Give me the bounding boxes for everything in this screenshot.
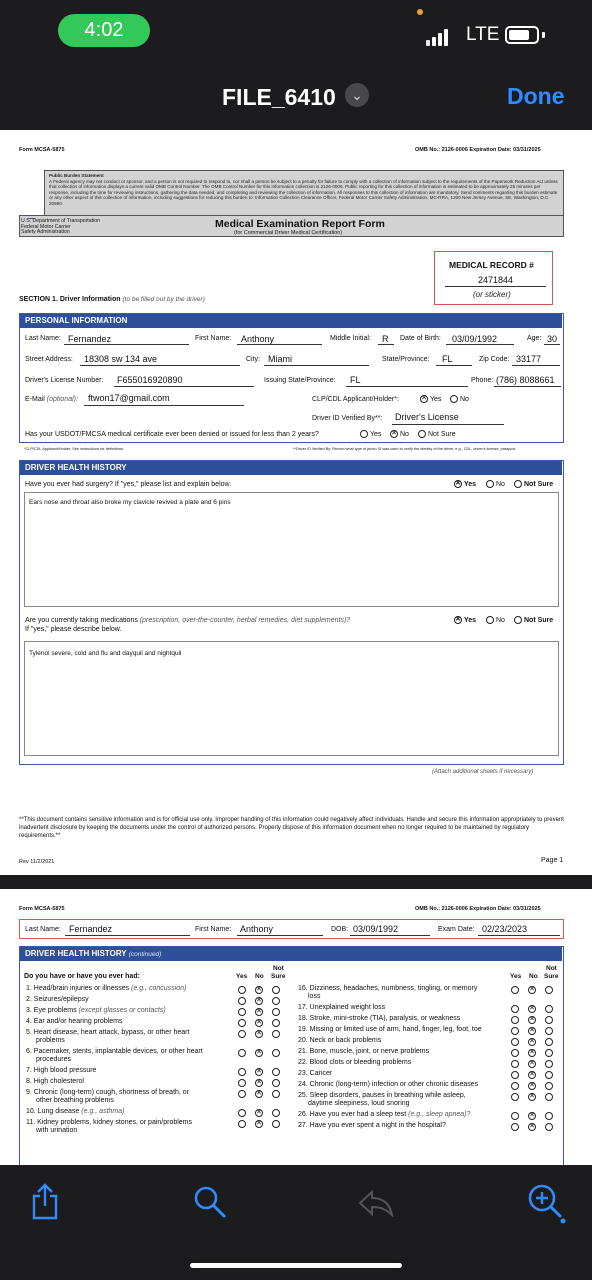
reply-icon[interactable] [358, 1189, 394, 1217]
zip-label: Zip Code: [479, 356, 510, 363]
burden-text: A Federal agency may not conduct or sponsor, and a person is not required to respond to, nor shall a person be subject to a penalty for failure to comply with a collection of information subject to the requirements of the Paperwork Reduction Act unless that collection of information displays a current valid OMB Control Number. The OMB Control Number for this information collection is 2126-0006. Public reporting for this collection of information is estimated to be approximately 25 minutes per response, including the time for reviewing instructions, gathering the data needed, and completing and reviewing the collection of information. All responses to this collection of information are mandatory. Send comments regarding this burden estimate or any other aspect of this collection of information, including suggestions for reducing this burden to: Information Collection Clearance Officer, Federal Motor Carrier Safety Administration, MC-RRA, 1200 New Jersey Avenue, SE, Washington, D.C. 20590. [49, 178, 558, 206]
answer-yes-radio[interactable] [511, 1060, 519, 1068]
answer-not-sure-radio[interactable] [545, 986, 553, 994]
usdot-no-radio[interactable]: ✕ No [391, 430, 409, 438]
city-field[interactable]: Miami [268, 354, 292, 364]
chevron-down-icon[interactable]: ⌄ [345, 83, 369, 107]
health-question [26, 1067, 96, 1074]
done-button[interactable]: Done [507, 83, 565, 109]
nav-bar [0, 64, 592, 130]
answer-no-radio[interactable]: ✕ [256, 1008, 262, 1015]
health-question [298, 1122, 446, 1129]
answer-no-radio[interactable]: ✕ [529, 1060, 535, 1067]
col-no-right: No [529, 973, 538, 980]
health-question [298, 1059, 411, 1066]
answer-no-radio[interactable]: ✕ [529, 1071, 535, 1078]
form-title-bar [19, 215, 564, 237]
middle-initial-field[interactable]: R [382, 334, 389, 344]
answer-not-sure-radio[interactable] [272, 1019, 280, 1027]
footnote-right: **Driver ID Verified By: Record what type of photo ID was used to verify the identity of the driver, e.g., CDL, driver's license, passport. [293, 447, 517, 451]
medications-answer: Tylenol severe, cold and flu and dayquil and nightquil [29, 650, 182, 657]
answer-not-sure-radio[interactable] [272, 1090, 280, 1098]
page-number: Page 1 [541, 857, 564, 864]
medications-question: Are you currently taking medications (prescription, over-the-counter, herbal remedies, diet supplements)? [25, 617, 351, 624]
answer-not-sure-radio[interactable] [272, 1109, 280, 1117]
p2-first-name-field[interactable]: Anthony [240, 924, 274, 934]
dob-label: Date of Birth: [400, 335, 441, 342]
health-question [298, 1081, 478, 1088]
answer-yes-radio[interactable] [238, 1019, 246, 1027]
col-not-right: Not [546, 965, 557, 972]
first-name-field[interactable]: Anthony [241, 334, 275, 344]
burden-title: Public Burden Statement [49, 173, 104, 178]
answer-yes-radio[interactable] [511, 1016, 519, 1024]
health-question-text: 26. Have you ever had a sleep test [298, 1111, 407, 1118]
health-question-note: (e.g., asthma) [79, 1108, 125, 1115]
answer-no-radio[interactable]: ✕ [256, 1068, 262, 1075]
issuing-state-field[interactable]: FL [350, 375, 361, 385]
health-question [26, 1089, 189, 1096]
network-label: LTE [466, 24, 500, 45]
usdot-yes-radio[interactable]: Yes [360, 430, 381, 438]
surgery-textarea[interactable] [24, 492, 559, 607]
document-page-1[interactable] [0, 130, 592, 875]
answer-not-sure-radio[interactable] [272, 1008, 280, 1016]
zip-field[interactable]: 33177 [516, 354, 542, 364]
health-question-text: 17. Unexplained weight loss [298, 1004, 386, 1011]
health-question-text: 7. High blood pressure [26, 1067, 97, 1074]
answer-yes-radio[interactable] [511, 986, 519, 994]
omb-number: OMB No.: 2126-0006 Expiration Date: 03/31/2025 [415, 147, 541, 153]
answer-yes-radio[interactable] [511, 1112, 519, 1120]
privacy-indicator-dot [417, 9, 423, 15]
answer-not-sure-radio[interactable] [545, 1112, 553, 1120]
answer-no-radio[interactable]: ✕ [529, 1038, 535, 1045]
col-not: Not [273, 965, 284, 972]
battery-icon [505, 26, 539, 44]
answer-not-sure-radio[interactable] [272, 997, 280, 1005]
health-question [298, 1092, 466, 1099]
issuing-state-label: Issuing State/Province: [264, 377, 336, 384]
answer-yes-radio[interactable] [511, 1071, 519, 1079]
health-question [298, 1037, 381, 1044]
answer-no-radio[interactable]: ✕ [256, 986, 262, 993]
street-field[interactable]: 18308 sw 134 ave [84, 354, 158, 364]
answer-no-radio[interactable]: ✕ [256, 1090, 262, 1097]
answer-no-radio[interactable]: ✕ [256, 1049, 262, 1056]
answer-not-sure-radio[interactable] [545, 1123, 553, 1131]
health-question-text: 6. Pacemaker, stents, implantable devices, or other heart [26, 1048, 203, 1055]
health-question [26, 1018, 123, 1025]
answer-yes-radio[interactable] [238, 1120, 246, 1128]
col-sure-right: Sure [544, 973, 559, 980]
health-question-note: (e.g., concussion) [129, 985, 187, 992]
answer-not-sure-radio[interactable] [545, 1027, 553, 1035]
health-question-text: 27. Have you ever spent a night in the hospital? [298, 1122, 446, 1129]
footnote-left: *CLP/CDL Applicant/Holder: See instructions for definitions. [24, 447, 124, 451]
status-time: 4:02 [58, 14, 150, 47]
usdot-question: Has your USDOT/FMCSA medical certificate ever been denied or issued for less than 2 years? [25, 431, 319, 438]
answer-no-radio[interactable]: ✕ [529, 1112, 535, 1119]
answer-no-radio[interactable]: ✕ [529, 1093, 535, 1100]
col-sure: Sure [271, 973, 286, 980]
surgery-no-radio[interactable]: No [486, 480, 505, 488]
health-question-text: 10. Lung disease [26, 1108, 80, 1115]
answer-not-sure-radio[interactable] [545, 1016, 553, 1024]
health-question-continued: procedures [36, 1056, 72, 1063]
answer-yes-radio[interactable] [238, 1109, 246, 1117]
health-question [26, 1029, 189, 1036]
revision: Rev 11/2/2021 [19, 859, 55, 865]
dot-line-2: Federal Motor Carrier [21, 223, 71, 230]
license-field[interactable]: F655016920890 [117, 375, 183, 385]
answer-yes-radio[interactable] [511, 1049, 519, 1057]
answer-not-sure-radio[interactable] [272, 1068, 280, 1076]
answer-no-radio[interactable]: ✕ [529, 1005, 535, 1012]
health-question [26, 1007, 166, 1014]
answer-not-sure-radio[interactable] [545, 1082, 553, 1090]
answer-no-radio[interactable]: ✕ [256, 1120, 262, 1127]
answer-not-sure-radio[interactable] [545, 1060, 553, 1068]
answer-yes-radio[interactable] [238, 1008, 246, 1016]
license-label: Driver's License Number: [25, 377, 104, 384]
verified-by-label: Driver ID Verified By**: [312, 415, 383, 422]
status-bar [0, 0, 592, 64]
state-label: State/Province: [382, 356, 430, 363]
answer-yes-radio[interactable] [511, 1027, 519, 1035]
answer-not-sure-radio[interactable] [272, 1120, 280, 1128]
dot-line-3: Safety Administration [21, 229, 70, 235]
answer-not-sure-radio[interactable] [272, 1030, 280, 1038]
clp-label: CLP/CDL Applicant/Holder*: [312, 396, 399, 403]
phone-field[interactable]: (786) 8088661 [496, 375, 555, 385]
dot-line-1: U.S. Department of Transportation [21, 218, 101, 224]
first-name-label: First Name: [195, 335, 232, 342]
health-question [26, 1108, 124, 1115]
city-label: City: [246, 356, 260, 363]
email-field[interactable]: ftwon17@gmail.com [88, 393, 170, 403]
form-id-2: Form MCSA-5875 [19, 906, 65, 912]
medications-textarea[interactable] [24, 641, 559, 756]
meds-yes-radio[interactable]: ✕ Yes [455, 616, 477, 624]
answer-yes-radio[interactable] [238, 986, 246, 994]
answer-yes-radio[interactable] [238, 1079, 246, 1087]
answer-not-sure-radio[interactable] [545, 1038, 553, 1046]
answer-yes-radio[interactable] [511, 1082, 519, 1090]
p2-health-history-section [19, 946, 564, 1165]
p2-health-header: DRIVER HEALTH HISTORY (continued) [20, 947, 562, 961]
form-subtitle: (for Commercial Driver Medical Certification) [234, 230, 343, 236]
driver-health-history-section [19, 460, 564, 765]
health-question-text: 20. Neck or back problems [298, 1037, 382, 1044]
sensitive-note: **This document contains sensitive information and is for official use only. Improper handling of this information could negatively affect individuals. Handle and secure this information appropriately to prevent inadvertent disclosure by keeping the documents under the control of authorized persons. Properly dispose of this information document when no longer required to be maintained by regulatory requirements.** [19, 817, 564, 839]
health-question-text: 5. Heart disease, heart attack, bypass, or other heart [26, 1029, 190, 1036]
share-icon[interactable] [30, 1183, 60, 1221]
p2-dob-field[interactable]: 03/09/1992 [353, 924, 399, 934]
personal-information-section [19, 313, 564, 443]
age-field[interactable]: 30 [547, 334, 558, 344]
health-question [298, 1048, 429, 1055]
meds-not-sure-radio[interactable]: Not Sure [514, 616, 553, 624]
health-question [298, 1004, 385, 1011]
answer-not-sure-radio[interactable] [545, 1049, 553, 1057]
p2-exam-date-label: Exam Date: [438, 926, 475, 933]
health-question-text: 2. Seizures/epilepsy [26, 996, 89, 1003]
answer-no-radio[interactable]: ✕ [529, 986, 535, 993]
omb-number-2: OMB No.: 2126-0006 Expiration Date: 03/31/2025 [415, 906, 541, 912]
state-field[interactable]: FL [442, 354, 453, 364]
health-question [26, 1078, 84, 1085]
answer-no-radio[interactable]: ✕ [529, 1049, 535, 1056]
answer-no-radio[interactable]: ✕ [529, 1016, 535, 1023]
home-indicator [190, 1263, 402, 1268]
health-question [26, 1048, 203, 1055]
answer-not-sure-radio[interactable] [272, 986, 280, 994]
or-sticker: (or sticker) [473, 290, 511, 299]
health-question-text: 4. Ear and/or hearing problems [26, 1018, 123, 1025]
answer-yes-radio[interactable] [511, 1038, 519, 1046]
health-question-note: (e.g., sleep apnea)? [406, 1111, 471, 1118]
answer-not-sure-radio[interactable] [545, 1093, 553, 1101]
health-question-text: 24. Chronic (long-term) infection or other chronic diseases [298, 1081, 479, 1088]
answer-no-radio[interactable]: ✕ [529, 1123, 535, 1130]
answer-not-sure-radio[interactable] [545, 1005, 553, 1013]
surgery-yes-radio[interactable]: ✕ Yes [455, 480, 477, 488]
page2-header-fields [19, 919, 564, 939]
document-title[interactable]: FILE_6410 [222, 84, 336, 110]
answer-no-radio[interactable]: ✕ [256, 1019, 262, 1026]
answer-yes-radio[interactable] [238, 997, 246, 1005]
personal-information-header: PERSONAL INFORMATION [20, 314, 562, 328]
medical-record-box [434, 251, 553, 305]
answer-no-radio[interactable]: ✕ [256, 1030, 262, 1037]
have-you-header: Do you have or have you ever had: [24, 973, 140, 980]
surgery-answer: Ears nose and throat also broke my clavicle revived a plate and 6 pins [29, 499, 231, 506]
medications-question-2: If "yes," please describe below. [25, 626, 122, 633]
health-question-text: 19. Missing or limited use of arm, hand, finger, leg, foot, toe [298, 1026, 482, 1033]
verified-by-field[interactable]: Driver's License [395, 412, 459, 422]
health-question-text: 8. High cholesterol [26, 1078, 84, 1085]
answer-yes-radio[interactable] [511, 1005, 519, 1013]
street-label: Street Address: [25, 356, 73, 363]
section-1-title: SECTION 1. Driver Information (to be filled out by the driver) [19, 296, 205, 303]
health-question-text: 23. Cancer [298, 1070, 333, 1077]
answer-yes-radio[interactable] [238, 1049, 246, 1057]
health-question [26, 996, 89, 1003]
answer-not-sure-radio[interactable] [545, 1071, 553, 1079]
health-question-note: (except glasses or contacts) [76, 1007, 166, 1014]
p2-last-name-field[interactable]: Fernandez [69, 924, 113, 934]
surgery-question: Have you ever had surgery? If "yes," please list and explain below. [25, 481, 232, 488]
p2-last-name-label: Last Name: [25, 926, 61, 933]
middle-initial-label: Middle Initial: [330, 335, 371, 342]
health-question-text: 11. Kidney problems, kidney stones, or pain/problems [26, 1119, 193, 1126]
p2-dob-label: DOB: [331, 926, 349, 933]
health-question-text: 21. Bone, muscle, joint, or nerve problems [298, 1048, 430, 1055]
health-question-continued: other breathing problems [36, 1097, 114, 1104]
health-question-text: 25. Sleep disorders, pauses in breathing while asleep, [298, 1092, 466, 1099]
document-page-2[interactable] [0, 889, 592, 1165]
medical-record-label: MEDICAL RECORD # [449, 260, 534, 270]
health-question-text: 22. Blood clots or bleeding problems [298, 1059, 412, 1066]
p2-first-name-label: First Name: [195, 926, 232, 933]
health-question-continued: daytime sleepiness, loud snoring [308, 1100, 410, 1107]
health-question [298, 1015, 460, 1022]
col-no: No [255, 973, 264, 980]
p2-exam-date-field[interactable]: 02/23/2023 [482, 924, 528, 934]
health-question [298, 1026, 482, 1033]
health-question-text: 9. Chronic (long-term) cough, shortness of breath, or [26, 1089, 190, 1096]
usdot-not-sure-radio[interactable]: Not Sure [418, 430, 456, 438]
answer-no-radio[interactable]: ✕ [256, 1109, 262, 1116]
health-history-header: DRIVER HEALTH HISTORY [20, 461, 562, 475]
age-label: Age: [527, 335, 542, 342]
health-question [298, 1111, 470, 1118]
medical-record-value: 2471844 [478, 275, 514, 285]
answer-yes-radio[interactable] [238, 1090, 246, 1098]
answer-no-radio[interactable]: ✕ [256, 1079, 262, 1086]
answer-yes-radio[interactable] [511, 1093, 519, 1101]
health-question-continued: with urination [36, 1127, 78, 1134]
health-question-text: 16. Dizziness, headaches, numbness, tingling, or memory [298, 985, 478, 992]
answer-no-radio[interactable]: ✕ [529, 1082, 535, 1089]
health-question [26, 1119, 192, 1126]
phone-label: Phone: [471, 377, 494, 384]
last-name-label: Last Name: [25, 335, 61, 342]
health-question [298, 985, 477, 992]
col-yes: Yes [236, 973, 248, 980]
dob-field[interactable]: 03/09/1992 [452, 334, 498, 344]
form-id: Form MCSA-5875 [19, 147, 65, 153]
email-label: E-Mail (optional): [25, 396, 78, 403]
form-main-title: Medical Examination Report Form [215, 218, 385, 230]
health-question-text: 18. Stroke, mini-stroke (TIA), paralysis, or weakness [298, 1015, 461, 1022]
markup-icon[interactable] [527, 1183, 567, 1225]
last-name-field[interactable]: Fernandez [68, 334, 112, 344]
health-question-continued: loss [308, 993, 321, 1000]
answer-not-sure-radio[interactable] [272, 1079, 280, 1087]
health-question-text: 3. Eye problems [26, 1007, 77, 1014]
surgery-not-sure-radio[interactable]: Not Sure [514, 480, 553, 488]
answer-no-radio[interactable]: ✕ [529, 1027, 535, 1034]
clp-yes-radio[interactable]: ✕ Yes [421, 395, 442, 403]
health-question [298, 1070, 332, 1077]
answer-yes-radio[interactable] [238, 1068, 246, 1076]
answer-yes-radio[interactable] [511, 1123, 519, 1131]
burden-statement [44, 170, 564, 216]
answer-no-radio[interactable]: ✕ [256, 997, 262, 1004]
health-question-continued: problems [36, 1037, 65, 1044]
attach-note: (Attach additional sheets if necessary) [432, 769, 534, 775]
col-yes-right: Yes [510, 973, 522, 980]
answer-not-sure-radio[interactable] [272, 1049, 280, 1057]
health-question [26, 985, 186, 992]
meds-no-radio[interactable]: No [486, 616, 505, 624]
health-question-text: 1. Head/brain injuries or illnesses [26, 985, 130, 992]
clp-no-radio[interactable]: No [450, 395, 469, 403]
search-icon[interactable] [193, 1185, 227, 1219]
answer-yes-radio[interactable] [238, 1030, 246, 1038]
